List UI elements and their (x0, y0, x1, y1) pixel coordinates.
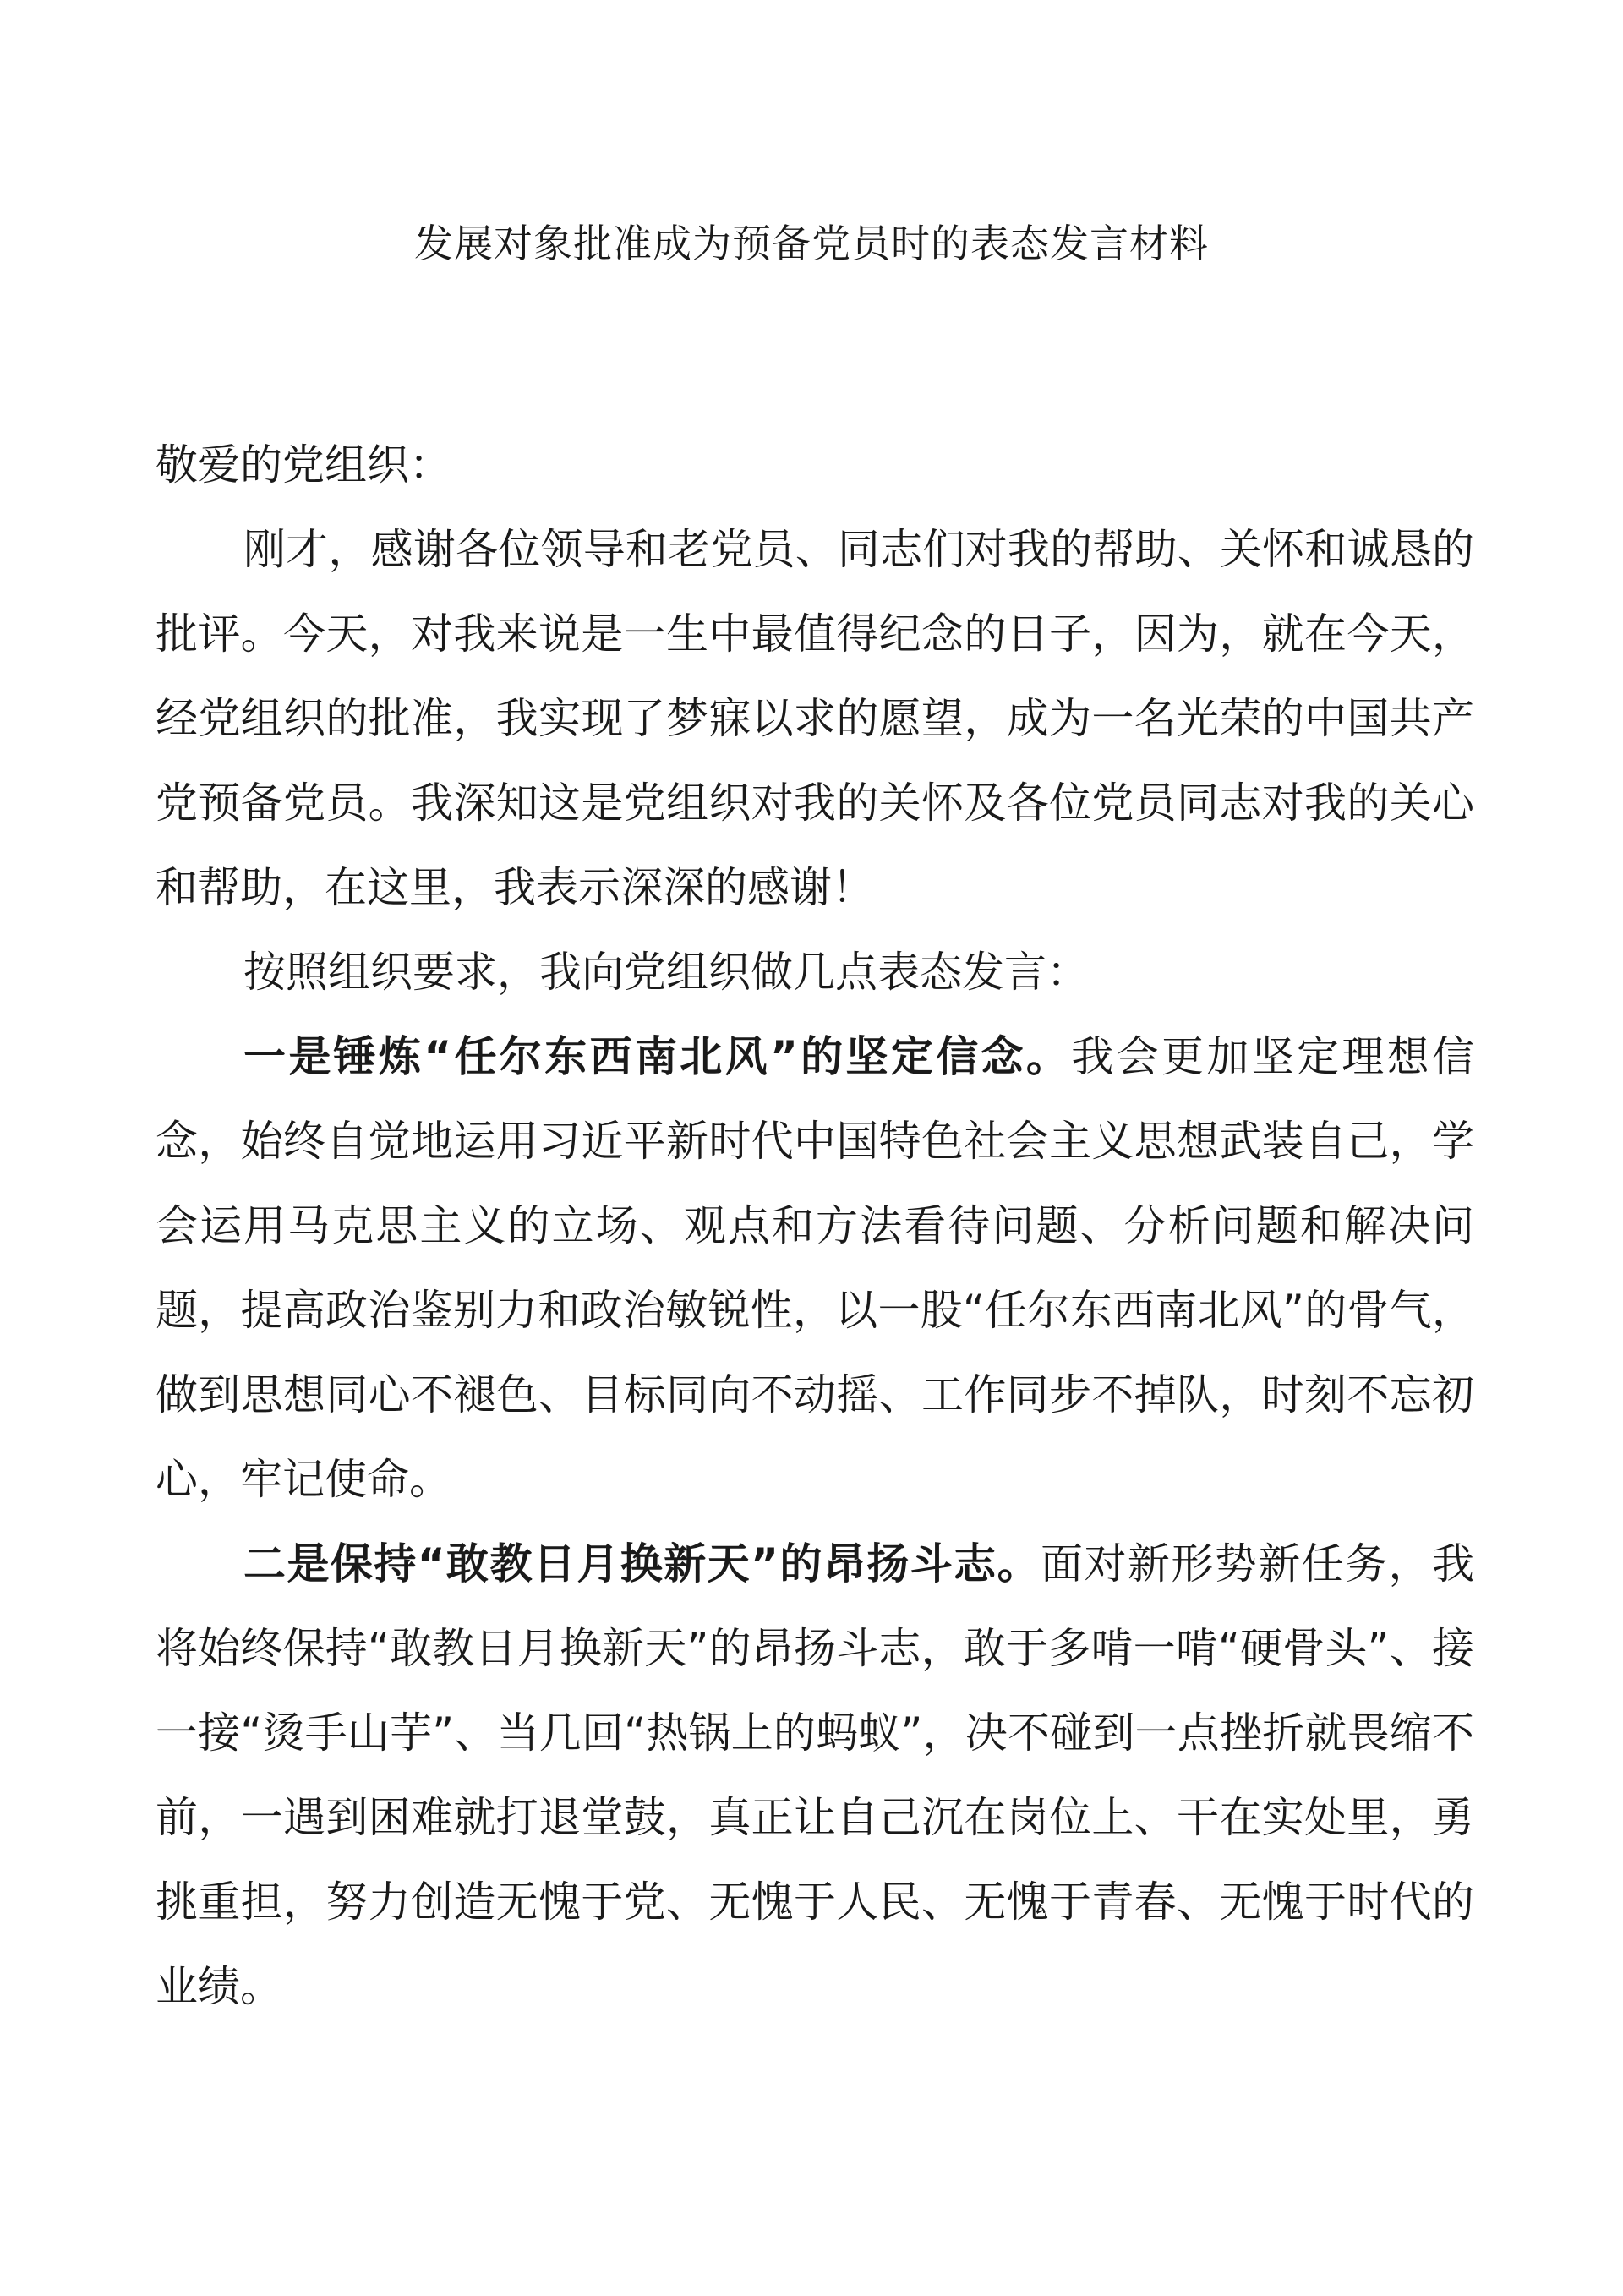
paragraph-text: 按照组织要求，我向党组织做几点表态发言： (243, 948, 1089, 997)
salutation: 敬爱的党组织： (156, 440, 451, 489)
paragraph-lead-heading: 一是锤炼“任尔东西南北风”的坚定信念。 (243, 1032, 1072, 1081)
paragraph-point-two (156, 1522, 1474, 2029)
paragraph-thanks (156, 507, 1474, 930)
paragraph-text: 我会更加坚定理想信念，始终自觉地运用习近平新时代中国特色社会主义思想武装自己，学会运用马克思主义的立场、观点和方法看待问题、分析问题和解决问题，提高政治鉴别力和政治敏锐性，以一股“任尔东西南北风”的骨气，做到思想同心不褪色、目标同向不动摇、工作同步不掉队，时刻不忘初心，牢记使命。 (156, 1032, 1474, 1504)
paragraph-intro (156, 930, 1474, 1014)
document-title: 发展对象批准成为预备党员时的表态发言材料 (414, 221, 1209, 266)
document-body (156, 423, 1474, 2029)
paragraph-point-one (156, 1014, 1474, 1522)
paragraph-lead-heading: 二是保持“敢教日月换新天”的昂扬斗志。 (243, 1539, 1041, 1588)
paragraph-text: 刚才，感谢各位领导和老党员、同志们对我的帮助、关怀和诚恳的批评。今天，对我来说是一生中最值得纪念的日子，因为，就在今天，经党组织的批准，我实现了梦寐以求的愿望，成为一名光荣的中国共产党预备党员。我深知这是党组织对我的关怀及各位党员同志对我的关心和帮助，在这里，我表示深深的感谢！ (156, 525, 1474, 912)
paragraph-text: 面对新形势新任务，我将始终保持“敢教日月换新天”的昂扬斗志，敢于多啃一啃“硬骨头”、接一接“烫手山芋”、当几回“热锅上的蚂蚁”，决不碰到一点挫折就畏缩不前，一遇到困难就打退堂鼓，真正让自己沉在岗位上、干在实处里，勇挑重担，努力创造无愧于党、无愧于人民、无愧于青春、无愧于时代的业绩。 (156, 1539, 1474, 2011)
